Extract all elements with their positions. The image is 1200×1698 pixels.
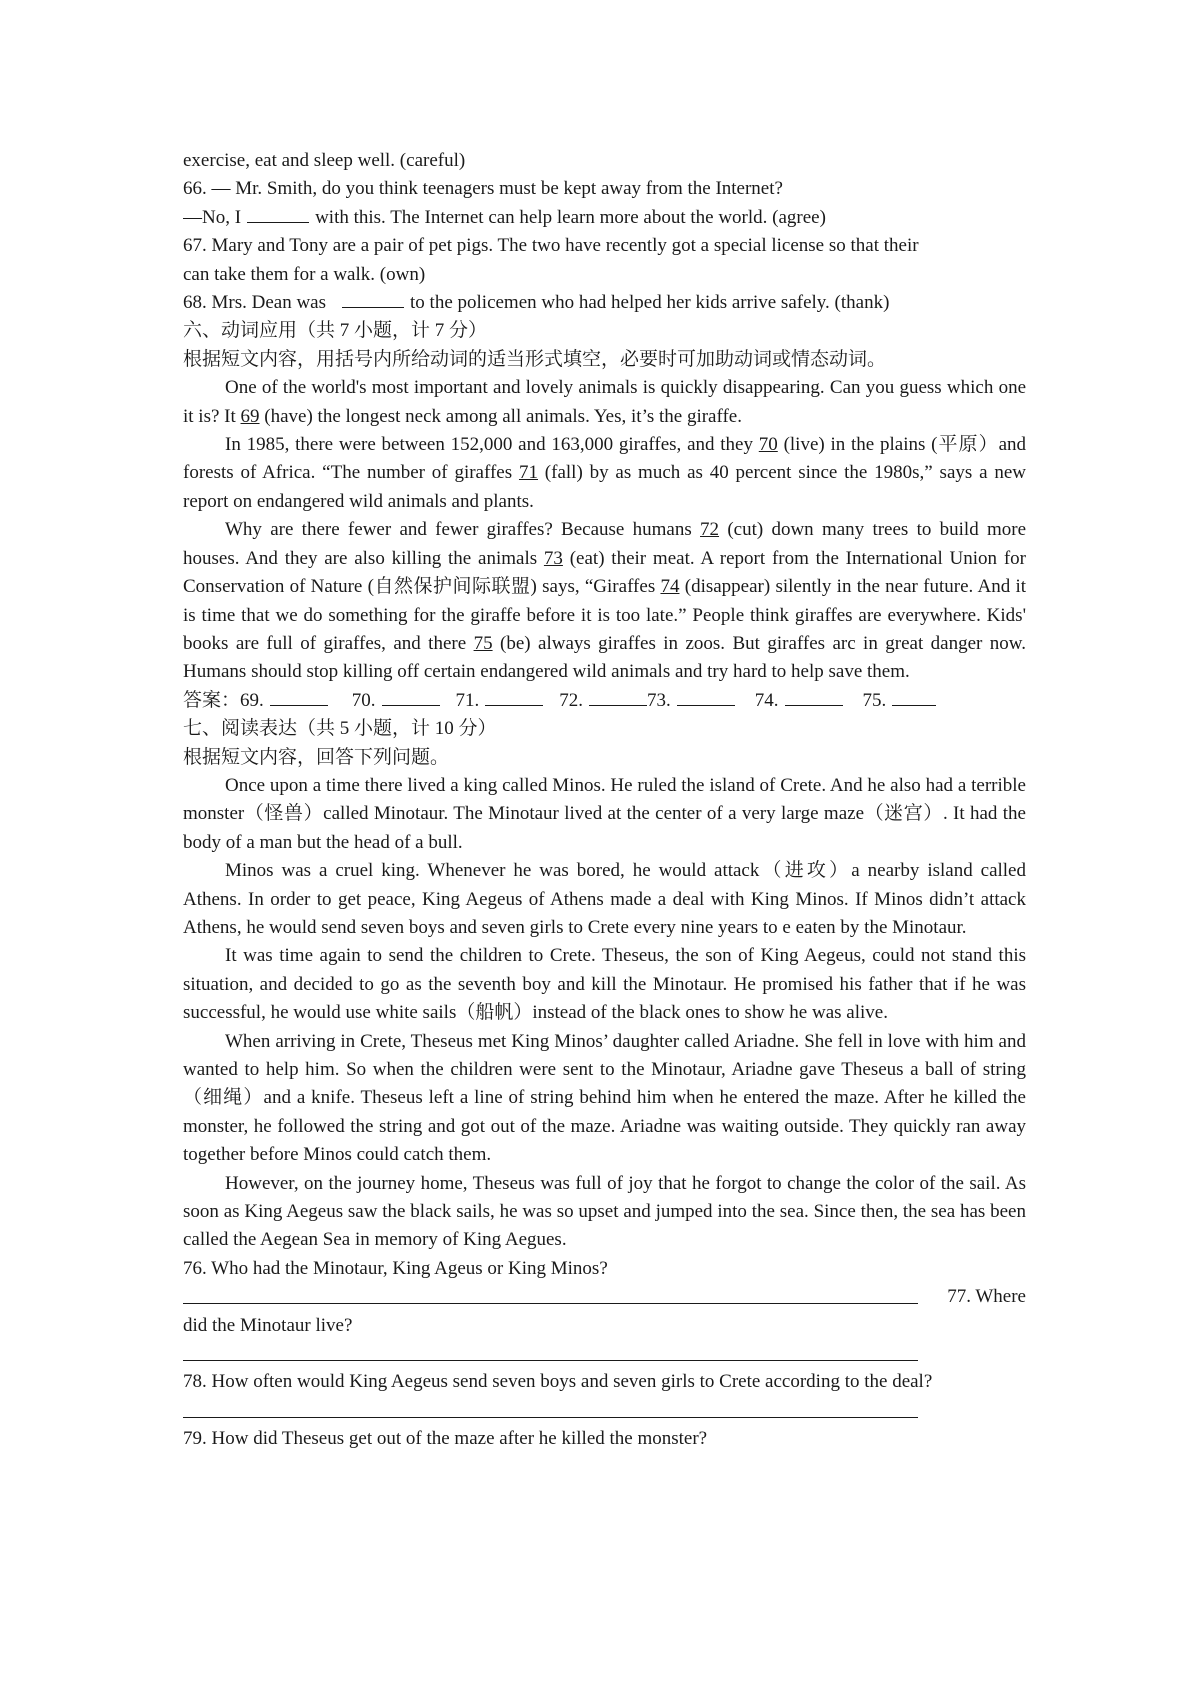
answer-blank-70[interactable] — [382, 687, 440, 706]
q66-line1: 66. — Mr. Smith, do you think teenagers must be kept away from the Internet? — [183, 178, 783, 200]
q67-line2: can take them for a walk. (own) — [183, 263, 426, 285]
question-76: 76. Who had the Minotaur, King Ageus or King Minos? — [183, 1257, 608, 1279]
section7-heading: 七、阅读表达（共 5 小题，计 10 分） — [183, 718, 497, 740]
question-79: 79. How did Theseus get out of the maze after he killed the monster? — [183, 1428, 708, 1450]
section6-answer-row: 答案：69. 70. 71. 72. 73. 74. 75. — [183, 687, 1026, 715]
section6-paragraph-2: In 1985, there were between 152,000 and 163,000 giraffes, and they 70 (live) in the plains (平原）and forests of Africa. “The number of giraffes 71 (fall) by as much as 40 percent since the 1980s,” says a new report on endangered wild animals and plants. — [183, 434, 1027, 512]
answer-line-78[interactable] — [183, 1397, 1026, 1425]
section6-instruction: 根据短文内容，用括号内所给动词的适当形式填空，必要时可加助动词或情态动词。 — [183, 348, 887, 370]
reading-paragraph-1: Once upon a time there lived a king called Minos. He ruled the island of Crete. And he also had a terrible monster（怪兽）called Minotaur. The Minotaur lived at the center of a very large maze（迷宫）. It had the body of a man but the head of a bull. — [183, 774, 1026, 853]
worksheet-page — [183, 147, 1026, 1454]
q65-tail: exercise, eat and sleep well. (careful) — [183, 150, 466, 171]
blank-number-69: 69 — [240, 405, 260, 427]
reading-paragraph-2: Minos was a cruel king. Whenever he was bored, he would attack（进攻）a nearby island called Athens. In order to get peace, King Aegeus of Athens made a deal with King Minos. If Minos didn’t attack Athens, he would send seven boys and seven girls to Crete every nine years to e eaten by the Minotaur. — [183, 860, 1026, 938]
blank-number-75: 75 — [473, 632, 493, 654]
answer-blank-75[interactable] — [892, 687, 936, 706]
q66-line2: —No, I with this. The Internet can help learn more about the world. (agree) — [183, 204, 1026, 232]
q68-line: 68. Mrs. Dean was to the policemen who had helped her kids arrive safely. (thank) — [183, 289, 1026, 317]
answer-blank-72[interactable] — [589, 687, 647, 706]
answer-blank-71[interactable] — [485, 687, 543, 706]
answer-blank-73[interactable] — [677, 687, 735, 706]
reading-paragraph-3: It was time again to send the children to Crete. Theseus, the son of King Aegeus, could not stand this situation, and decided to go as the seventh boy and kill the Minotaur. He promised his father that if he was successful, he would use white sails（船帆）instead of the black ones to show he was alive. — [183, 945, 1026, 1024]
answer-blank-74[interactable] — [785, 687, 843, 706]
answer-rule-76 — [183, 1303, 918, 1304]
section6-paragraph-3: Why are there fewer and fewer giraffes? Because humans 72 (cut) down many trees to build more houses. And they are also killing the animals 73 (eat) their meat. A report from the International Union for Conservation of Nature (自然保护间际联盟) says, “Giraffes 74 (disappear) silently in the near future. And it is time that we do something for the giraffe before it is too late.” People think giraffes are everywhere. Kids' books are full of giraffes, and there 75 (be) always giraffes in zoos. But giraffes arc in great danger now. Humans should stop killing off certain endangered wild animals and try hard to help save them. — [183, 519, 1027, 683]
section6-paragraph-1: One of the world's most important and lovely animals is quickly disappearing. Can you guess which one it is? It 69 (have) the longest neck among all animals. Yes, it’s the giraffe. — [183, 377, 1026, 427]
section6-heading: 六、动词应用（共 7 小题，计 7 分） — [183, 320, 488, 342]
reading-paragraph-5: However, on the journey home, Theseus was full of joy that he forgot to change the color of the sail. As soon as King Aegeus saw the black sails, he was so upset and jumped into the sea. Since then, the sea has been called the Aegean Sea in memory of King Aegues. — [183, 1172, 1026, 1251]
question-78: 78. How often would King Aegeus send seven boys and seven girls to Crete according to the deal? — [183, 1371, 933, 1393]
answer-rule-78 — [183, 1417, 918, 1418]
blank-number-70: 70 — [758, 434, 778, 456]
question-77-end: did the Minotaur live? — [183, 1314, 353, 1336]
blank-number-74: 74 — [660, 576, 680, 598]
reading-paragraph-4: When arriving in Crete, Theseus met King Minos’ daughter called Ariadne. She fell in love with him and wanted to help him. So when the children were sent to the Minotaur, Ariadne gave Theseus a ball of string（细绳）and a knife. Theseus left a line of string behind him when he entered the maze. After he killed the monster, he followed the string and got out of the maze. Ariadne was waiting outside. They quickly ran away together before Minos could catch them. — [183, 1030, 1026, 1166]
q68-answer-blank[interactable] — [342, 289, 404, 308]
answer-rule-77 — [183, 1360, 918, 1361]
answer-blank-69[interactable] — [270, 687, 328, 706]
blank-number-72: 72 — [700, 519, 720, 541]
answer-line-77[interactable] — [183, 1340, 1026, 1368]
blank-number-71: 71 — [518, 462, 538, 484]
q67-line1: 67. Mary and Tony are a pair of pet pigs. The two have recently got a special license so that their — [183, 235, 919, 257]
blank-number-73: 73 — [543, 547, 563, 569]
question-77-start: 77. Where — [947, 1286, 1026, 1308]
q66-answer-blank[interactable] — [247, 204, 309, 223]
section7-instruction: 根据短文内容，回答下列问题。 — [183, 746, 450, 768]
answer-line-76[interactable] — [183, 1283, 1026, 1311]
